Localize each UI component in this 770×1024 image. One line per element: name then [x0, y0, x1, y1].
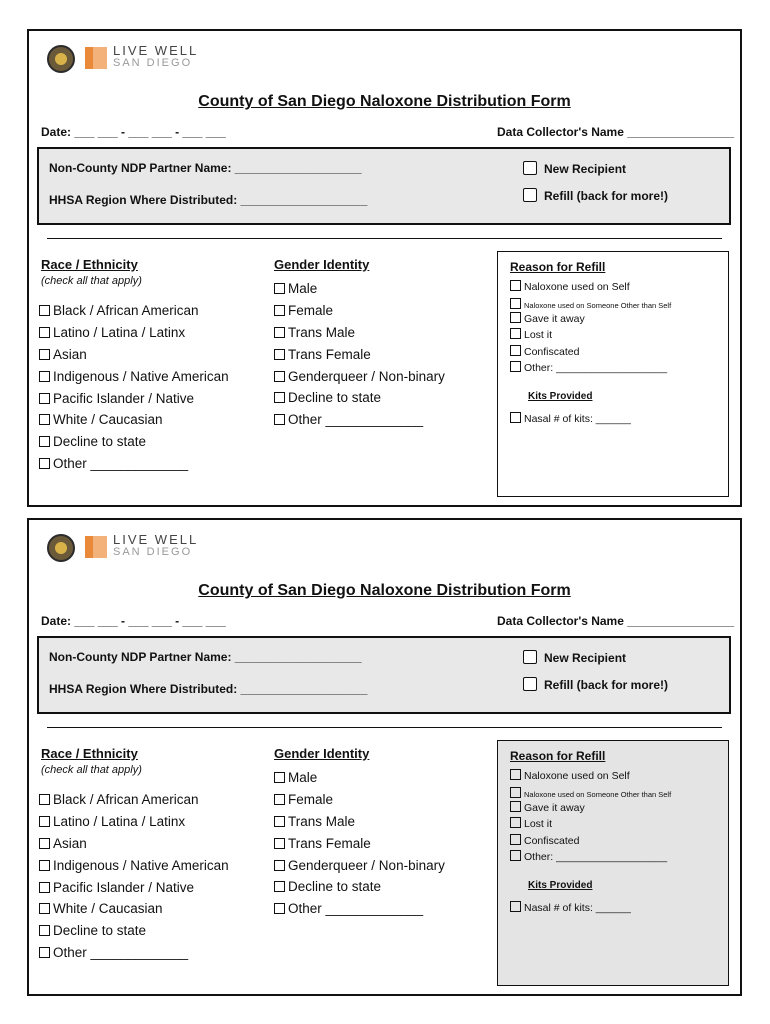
race-option[interactable]: Latino / Latina / Latinx — [39, 814, 185, 829]
race-heading: Race / Ethnicity — [41, 746, 138, 761]
checkbox-icon[interactable] — [523, 650, 537, 664]
refill-option[interactable]: Gave it away — [510, 801, 585, 814]
checkbox-icon[interactable] — [523, 161, 537, 175]
gender-option[interactable]: Genderqueer / Non-binary — [274, 858, 445, 873]
refill-reason-box — [497, 740, 729, 986]
partner-box — [37, 147, 731, 225]
divider — [47, 727, 722, 728]
region-field[interactable]: HHSA Region Where Distributed: ___________________ — [49, 193, 368, 207]
race-option[interactable]: Pacific Islander / Native — [39, 880, 194, 895]
live-well-mark-icon — [85, 536, 107, 558]
date-field[interactable]: Date: ___ ___ - ___ ___ - ___ ___ — [41, 125, 226, 139]
gender-option[interactable]: Trans Male — [274, 325, 355, 340]
race-option[interactable]: White / Caucasian — [39, 901, 163, 916]
gender-option[interactable]: Other _____________ — [274, 901, 423, 916]
refill-option[interactable]: Other: ___________________ — [510, 361, 667, 374]
race-option[interactable]: Other _____________ — [39, 945, 188, 960]
race-option[interactable]: Indigenous / Native American — [39, 858, 229, 873]
gender-option[interactable]: Female — [274, 303, 333, 318]
refill-reason-box — [497, 251, 729, 497]
collector-name-field[interactable]: Data Collector's Name ________________ — [496, 125, 734, 139]
live-well-wordmark: LIVE WELL SAN DIEGO — [113, 43, 199, 69]
refill-checkbox[interactable]: Refill (back for more!) — [523, 188, 668, 203]
race-option[interactable]: Black / African American — [39, 792, 199, 807]
gender-option[interactable]: Trans Female — [274, 836, 371, 851]
race-option[interactable]: Asian — [39, 347, 87, 362]
refill-checkbox[interactable]: Refill (back for more!) — [523, 677, 668, 692]
race-option[interactable]: Other _____________ — [39, 456, 188, 471]
race-option[interactable]: Pacific Islander / Native — [39, 391, 194, 406]
refill-option[interactable]: Naloxone used on Self — [510, 280, 630, 293]
county-seal-icon — [47, 534, 75, 562]
gender-option[interactable]: Decline to state — [274, 390, 381, 405]
nasal-kits-field[interactable]: Nasal # of kits: ______ — [510, 901, 631, 914]
refill-option[interactable]: Confiscated — [510, 345, 579, 358]
race-note: (check all that apply) — [41, 764, 142, 776]
collector-name-field[interactable]: Data Collector's Name ________________ — [496, 614, 734, 628]
refill-heading: Reason for Refill — [510, 749, 606, 763]
nasal-kits-field[interactable]: Nasal # of kits: ______ — [510, 412, 631, 425]
refill-option[interactable]: Naloxone used on Self — [510, 769, 630, 782]
divider — [47, 238, 722, 239]
race-option[interactable]: White / Caucasian — [39, 412, 163, 427]
county-seal-icon — [47, 45, 75, 73]
race-option[interactable]: Asian — [39, 836, 87, 851]
race-heading: Race / Ethnicity — [41, 257, 138, 272]
live-well-mark-icon — [85, 47, 107, 69]
refill-option[interactable]: Gave it away — [510, 312, 585, 325]
refill-option[interactable]: Naloxone used on Someone Other than Self — [510, 787, 671, 799]
checkbox-icon[interactable] — [523, 677, 537, 691]
gender-option[interactable]: Decline to state — [274, 879, 381, 894]
race-option[interactable]: Decline to state — [39, 923, 146, 938]
refill-option[interactable]: Lost it — [510, 817, 552, 830]
race-option[interactable]: Black / African American — [39, 303, 199, 318]
refill-option[interactable]: Naloxone used on Someone Other than Self — [510, 298, 671, 310]
gender-option[interactable]: Trans Male — [274, 814, 355, 829]
gender-heading: Gender Identity — [274, 746, 370, 761]
partner-name-field[interactable]: Non-County NDP Partner Name: ___________________ — [49, 161, 362, 175]
region-field[interactable]: HHSA Region Where Distributed: ___________________ — [49, 682, 368, 696]
refill-option[interactable]: Other: ___________________ — [510, 850, 667, 863]
gender-option[interactable]: Trans Female — [274, 347, 371, 362]
new-recipient-checkbox[interactable]: New Recipient — [523, 161, 626, 176]
race-option[interactable]: Latino / Latina / Latinx — [39, 325, 185, 340]
gender-option[interactable]: Female — [274, 792, 333, 807]
refill-option[interactable]: Confiscated — [510, 834, 579, 847]
gender-option[interactable]: Genderqueer / Non-binary — [274, 369, 445, 384]
gender-option[interactable]: Male — [274, 281, 317, 296]
kits-heading: Kits Provided — [528, 880, 593, 891]
race-note: (check all that apply) — [41, 275, 142, 287]
gender-option[interactable]: Male — [274, 770, 317, 785]
refill-option[interactable]: Lost it — [510, 328, 552, 341]
form-title: County of San Diego Naloxone Distribution Form — [198, 582, 571, 599]
new-recipient-checkbox[interactable]: New Recipient — [523, 650, 626, 665]
live-well-wordmark: LIVE WELL SAN DIEGO — [113, 532, 199, 558]
form-copy-1 — [27, 29, 742, 507]
race-option[interactable]: Indigenous / Native American — [39, 369, 229, 384]
kits-heading: Kits Provided — [528, 391, 593, 402]
checkbox-icon[interactable] — [523, 188, 537, 202]
gender-option[interactable]: Other _____________ — [274, 412, 423, 427]
race-option[interactable]: Decline to state — [39, 434, 146, 449]
form-copy-2 — [27, 518, 742, 996]
refill-heading: Reason for Refill — [510, 260, 606, 274]
form-title: County of San Diego Naloxone Distribution Form — [198, 93, 571, 110]
date-field[interactable]: Date: ___ ___ - ___ ___ - ___ ___ — [41, 614, 226, 628]
partner-box — [37, 636, 731, 714]
partner-name-field[interactable]: Non-County NDP Partner Name: ___________________ — [49, 650, 362, 664]
gender-heading: Gender Identity — [274, 257, 370, 272]
